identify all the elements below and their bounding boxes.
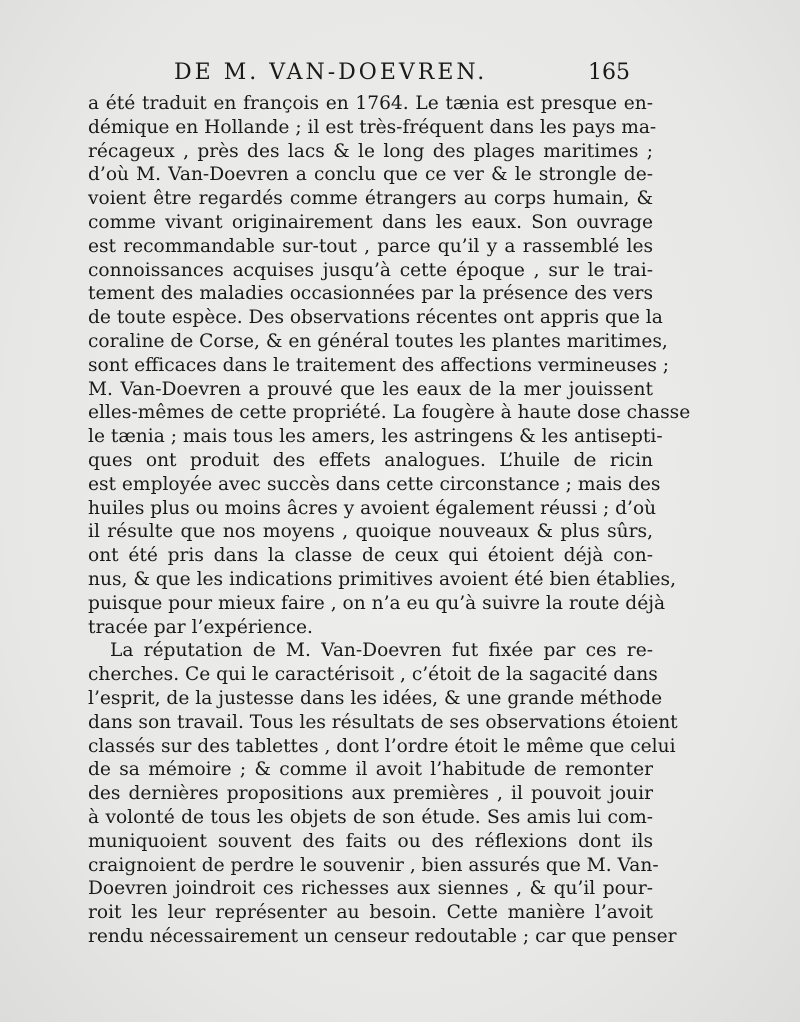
text-line: ont été pris dans la classe de ceux qui étoient déjà con- [88,545,653,567]
text-line: l’esprit, de la justesse dans les idées, & une grande méthode [88,687,663,709]
text-line: tement des maladies occasionnées par la présence des vers [88,283,653,305]
text-line: puisque pour mieux faire , on n’a eu qu’à suivre la route déjà [88,592,666,614]
body-text [88,92,691,949]
paragraph-2 [88,639,678,948]
text-line: de toute espèce. Des observations récentes ont appris que la [88,307,663,329]
text-line: comme vivant originairement dans les eaux. Son ouvrage [88,211,653,233]
text-line: est employée avec succès dans cette circonstance ; mais des [88,473,661,495]
text-line: dans son travail. Tous les résultats de ses observations étoient [88,711,678,733]
text-line: il résulte que nos moyens , quoique nouveaux & plus sûrs, [88,521,653,543]
text-line: nus, & que les indications primitives avoient été bien établies, [88,568,677,590]
text-line: d’où M. Van-Doevren a conclu que ce ver & le strongle de- [88,164,653,186]
text-line: roit les leur représenter au besoin. Cette manière l’avoit [88,902,653,924]
text-line: a été traduit en françois en 1764. Le tænia est presque en- [88,93,653,114]
text-line: rendu nécessairement un censeur redoutable ; car que penser [88,925,677,947]
text-line: récageux , près des lacs & le long des plages maritimes ; [88,140,653,162]
text-line: à volonté de tous les objets de son étude. Ses amis lui com- [88,806,653,828]
text-line: ques ont produit des effets analogues. L’huile de ricin [88,449,653,471]
text-line: cherches. Ce qui le caractérisoit , c’étoit de la sagacité dans [88,664,658,686]
text-line: muniquoient souvent des faits ou des réflexions dont ils [88,830,653,852]
running-head-title: DE M. VAN-DOEVREN. [174,60,488,85]
text-line: des dernières propositions aux premières , il pouvoit jouir [88,783,653,805]
text-line: sont efficaces dans le traitement des affections vermineuses ; [88,354,670,376]
text-line: tracée par l’expérience. [88,616,313,638]
text-line: démique en Hollande ; il est très-fréquent dans les pays ma- [88,116,657,138]
text-line: de sa mémoire ; & comme il avoit l’habitude de remonter [88,759,653,781]
text-line: connoissances acquises jusqu’à cette époque , sur le trai- [88,259,653,281]
text-line: elles-mêmes de cette propriété. La fougère à haute dose chasse [88,402,691,424]
text-line: le tænia ; mais tous les amers, les astringens & les antisepti- [88,426,663,448]
text-line: huiles plus ou moins âcres y avoient également réussi ; d’où [88,497,657,519]
paragraph-1 [88,92,691,639]
page-number: 165 [588,60,630,85]
text-line: est recommandable sur-tout , parce qu’il y a rassemblé les [88,235,653,257]
text-line: craignoient de perdre le souvenir , bien assurés que M. Van- [88,854,659,876]
text-line: coraline de Corse, & en général toutes les plantes maritimes, [88,330,668,352]
text-line: Doevren joindroit ces richesses aux siennes , & qu’il pour- [88,878,653,900]
text-line: La réputation de M. Van-Doevren fut fixée par ces re- [110,640,653,662]
text-line: classés sur des tablettes , dont l’ordre étoit le même que celui [88,735,676,757]
text-line: voient être regardés comme étrangers au corps humain, & [88,188,653,210]
running-head [88,60,648,90]
text-line: M. Van-Doevren a prouvé que les eaux de la mer jouissent [88,378,653,400]
